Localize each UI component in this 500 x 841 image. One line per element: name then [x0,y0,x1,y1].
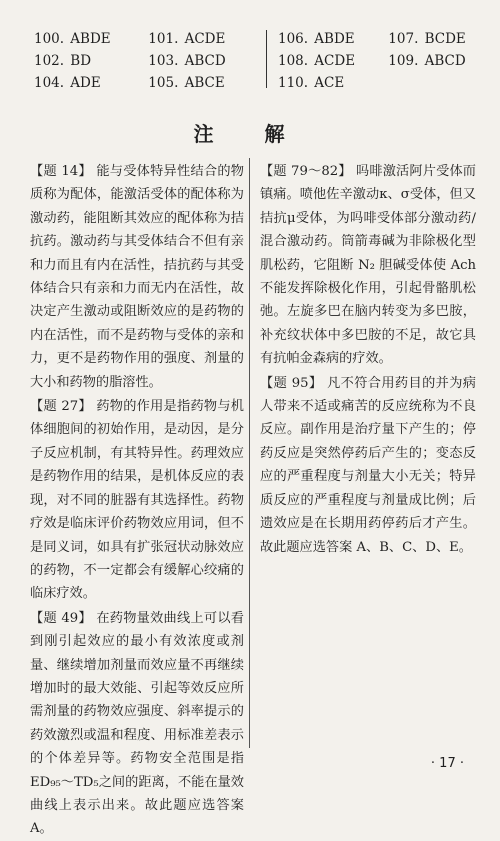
note-q27 [30,395,244,606]
notes-column-right [260,160,476,559]
answer-divider [266,30,267,88]
question-number: 105. [148,75,179,91]
note-q14 [30,160,244,394]
note-q95 [260,372,476,559]
note-text: 能与受体特异性结合的物质称为配体，能激活受体的配体称为激动药，能阻断其效应的配体称为拮抗药。激动药与其受体结合不但有亲和力而且有内在活性，拮抗药与其受体结合只有亲和力而无内在活性，故决定产生激动或阻断效应的是药物的内在活性，而不是药物与受体的亲和力，更不是药物作用的强度、剂量的大小和药物的脂溶性。 [30,164,244,390]
section-title: 注 解 [193,122,307,146]
question-number: 109. [388,53,419,69]
note-text: 药物的作用是指药物与机体细胞间的初始作用，是动因，是分子反应机制，有其特异性。药理效应是药物作用的结果，是机体反应的表现，对不同的脏器有其选择性。药物疗效是临床评价药物效应用词，但不是同义词，如具有扩张冠状动脉效应的药物，不一定都会有缓解心绞痛的临床疗效。 [30,399,244,602]
answer-row [34,28,226,50]
question-number: 107. [388,31,419,47]
answer-key [34,28,474,92]
question-number: 100. [34,31,65,47]
question-number: 108. [278,53,309,69]
note-tag: 【题 79～82】 [260,164,352,179]
answer-value: ACDE [184,31,226,47]
answer-row [278,28,466,50]
note-text: 凡不符合用药目的并为病人带来不适或痛苦的反应统称为不良反应。副作用是治疗量下产生的；停药反应是突然停药后产生的；变态反应的严重程度与剂量大小无关；特异质反应的严重程度与剂量成比例；后遗效应是在长期用药停药后才产生。故此题应选答案 A、B、C、D、E。 [260,375,476,555]
question-number: 102. [34,53,65,69]
note-tag: 【题 27】 [30,399,92,415]
answer-value: ACE [314,75,345,91]
answer-value: ABDE [70,31,111,47]
notes-column-left [30,160,244,841]
answer-row [278,72,466,94]
page-number: · 17 · [430,756,464,771]
note-tag: 【题 14】 [30,164,92,179]
answer-value: ABDE [314,31,355,47]
answer-value: BCDE [424,31,466,47]
note-text: 吗啡激活阿片受体而镇痛。喷他佐辛激动κ、σ受体，但又拮抗μ受体，为吗啡受体部分激动药/混合激动药。筒箭毒碱为非除极化型肌松药，它阻断 N₂ 胆碱受体使 Ach 不能发挥除极化作用，引起骨骼肌松弛。左旋多巴在脑内转变为多巴胺，补充纹状体中多巴胺的不足，故它具有抗帕金森病的疗效。 [260,164,476,367]
note-tag: 【题 95】 [260,375,323,391]
question-number: 110. [278,75,309,91]
note-tag: 【题 49】 [30,610,92,626]
answer-value: ABCD [184,53,226,69]
question-number: 106. [278,31,309,47]
note-text: 在药物量效曲线上可以看到刚引起效应的最小有效浓度或剂量、继续增加剂量而效应量不再继续增加时的最大效能、引起等效反应所需剂量的药物效应强度、斜率提示的药效激烈或温和程度、用标准差表示的个体差异等。药物安全范围是指ED₉₅～TD₅之间的距离，不能在量效曲线上表示出来。故此题应选答案 A。 [30,610,244,837]
answer-value: ABCD [424,53,466,69]
question-number: 104. [34,75,65,91]
answer-value: ADE [70,75,101,91]
answer-key-left [34,28,226,94]
answer-key-right [278,28,466,94]
answer-row [34,50,226,72]
question-number: 101. [148,31,179,47]
note-q79-82 [260,160,476,371]
answer-row [278,50,466,72]
question-number: 103. [148,53,179,69]
answer-row [34,72,226,94]
note-q49 [30,607,244,841]
answer-value: BD [70,53,92,69]
answer-value: ACDE [314,53,356,69]
answer-value: ABCE [184,75,225,91]
column-divider [249,158,250,748]
